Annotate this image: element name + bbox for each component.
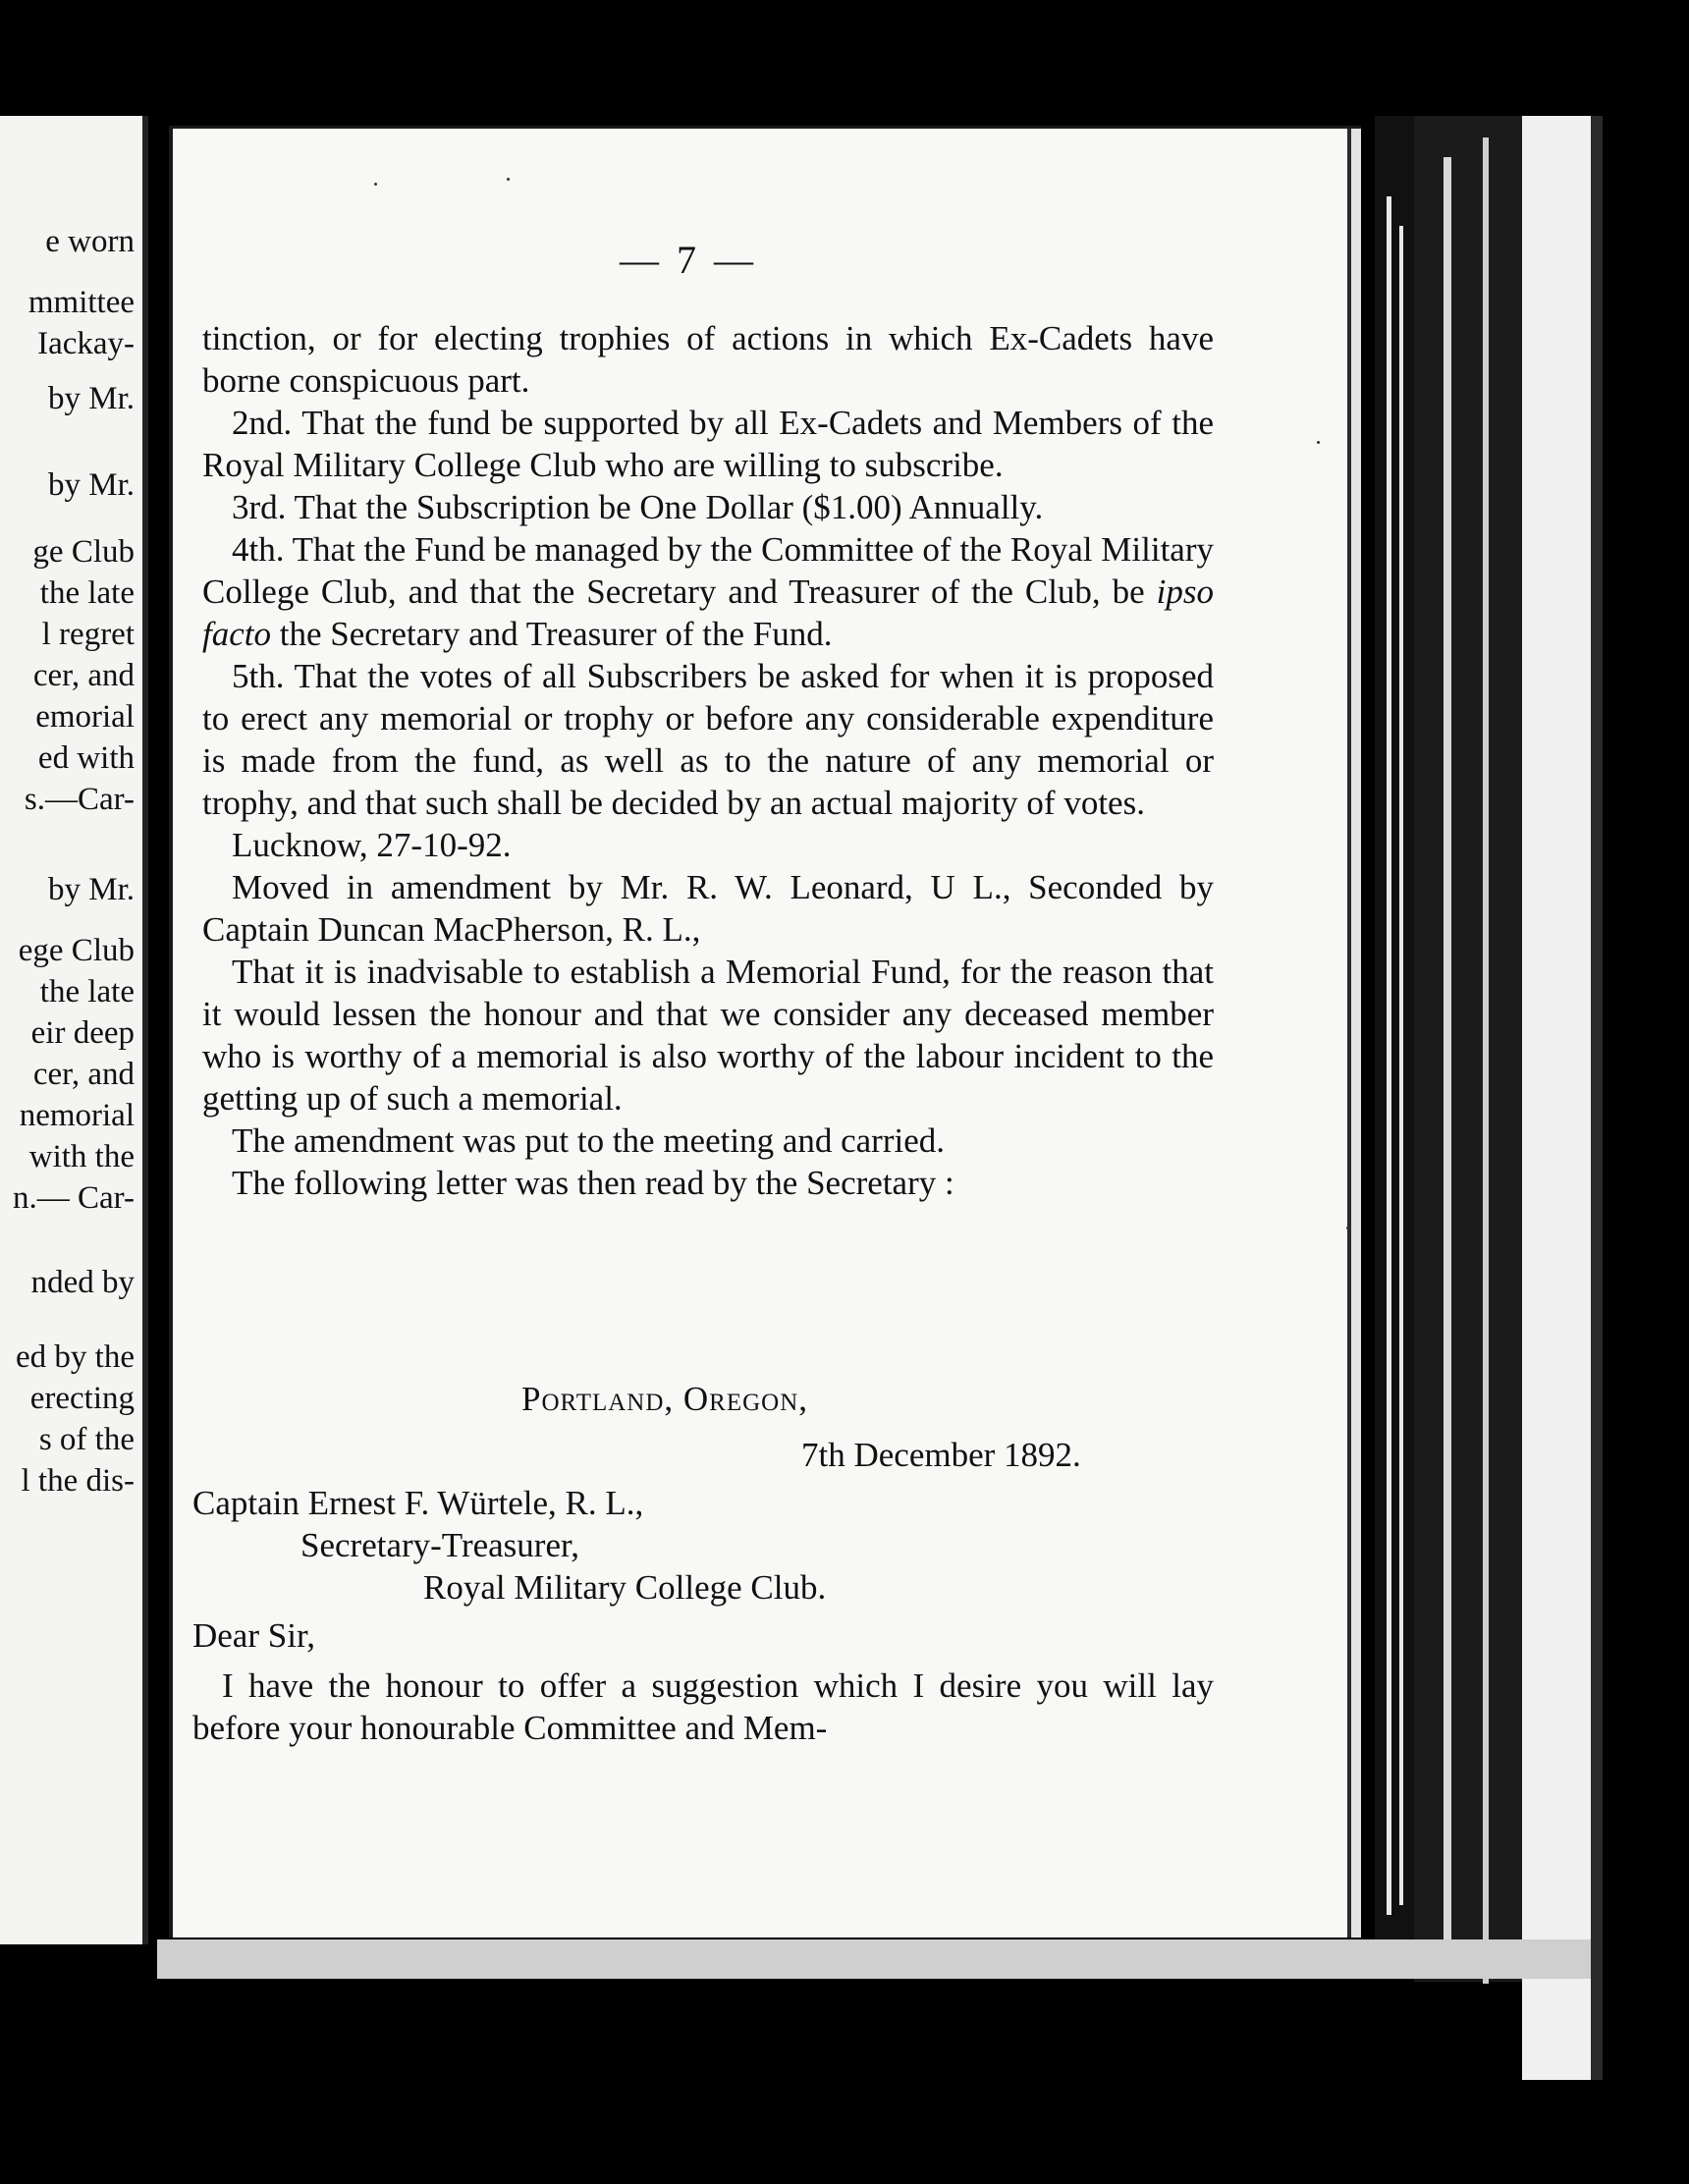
left-page-line: erecting xyxy=(29,1381,135,1416)
left-page-line: ed by the xyxy=(16,1339,135,1375)
bottom-page-edge xyxy=(157,1939,1591,1979)
body-text xyxy=(202,317,1214,1204)
book-block xyxy=(1414,116,1522,1982)
letter-addressee-org: Royal Military College Club. xyxy=(423,1568,827,1607)
left-page-line: l the dis- xyxy=(21,1463,135,1499)
ink-speck xyxy=(374,183,377,186)
left-page-line: emorial xyxy=(35,699,135,735)
ink-speck xyxy=(1317,441,1320,444)
book-cover-edge xyxy=(1522,116,1591,2080)
page-edge-strip xyxy=(1387,196,1391,1915)
left-page-line: the late xyxy=(39,575,135,611)
left-page-line: l regret xyxy=(41,617,135,652)
page-number: — 7 — xyxy=(620,238,757,282)
paragraph-4-after: the Secretary and Treasurer of the Fund. xyxy=(270,615,833,653)
left-page-line: with the xyxy=(28,1139,135,1174)
paragraph-2: 2nd. That the fund be supported by all Ex-Cadets and Members of the Royal Military College Club who are willing to subscribe. xyxy=(202,404,1214,484)
left-page-line: by Mr. xyxy=(47,381,135,416)
left-page-line: by Mr. xyxy=(47,467,135,503)
left-page-line: eir deep xyxy=(30,1015,135,1051)
left-page-line: e worn xyxy=(45,224,135,259)
paragraph-7: Moved in amendment by Mr. R. W. Leonard, U L., Seconded by Captain Duncan MacPherson, R. L., xyxy=(202,868,1214,949)
left-page-line: nemorial xyxy=(19,1098,135,1133)
ink-speck xyxy=(1346,1227,1349,1229)
left-page-line: cer, and xyxy=(32,1057,135,1092)
book-edge-shadow xyxy=(1375,116,1414,1942)
paragraph-10: The following letter was then read by the Secretary : xyxy=(232,1164,954,1202)
paragraph-4-italic: ipso facto xyxy=(202,573,1214,653)
left-page-line: nded by xyxy=(30,1265,135,1300)
left-page-line: n.— Car- xyxy=(13,1180,135,1216)
page-edge-strip xyxy=(1483,137,1489,1984)
letter-addressee-title: Secretary-Treasurer, xyxy=(300,1526,579,1564)
ink-speck xyxy=(507,178,510,181)
left-page-line: s of the xyxy=(38,1422,135,1457)
letter-date: 7th December 1892. xyxy=(801,1436,1081,1474)
paragraph-4 xyxy=(202,528,1214,655)
left-facing-page xyxy=(0,116,148,1944)
paragraph-9: The amendment was put to the meeting and carried. xyxy=(232,1121,945,1160)
letter-salutation: Dear Sir, xyxy=(192,1616,315,1655)
letter-addressee-name: Captain Ernest F. Würtele, R. L., xyxy=(192,1484,644,1522)
paragraph-6: Lucknow, 27-10-92. xyxy=(232,826,512,864)
paragraph-3: 3rd. That the Subscription be One Dollar ($1.00) Annually. xyxy=(232,488,1044,526)
left-page-line: ege Club xyxy=(18,933,135,968)
book-cover-shadow xyxy=(1591,116,1603,2080)
left-page-line: the late xyxy=(39,974,135,1010)
left-page-line: mmittee xyxy=(27,285,135,320)
letter-opening: I have the honour to offer a suggestion which I desire you will lay before your honourable Committee and Mem- xyxy=(192,1666,1214,1747)
left-page-line: cer, and xyxy=(32,658,135,693)
letter xyxy=(192,1378,1214,1749)
paragraph-4-before: 4th. That the Fund be managed by the Committee of the Royal Military College Club, and that the Secretary and Treasurer of the Club, be xyxy=(202,530,1214,611)
page-edge-strip xyxy=(1399,226,1403,1905)
paragraph-5: 5th. That the votes of all Subscribers be asked for when it is proposed to erect any memorial or trophy or before any considerable expenditure is made from the fund, as well as to the nature of any memorial or trophy, and that such shall be decided by an actual majority of votes. xyxy=(202,657,1214,822)
paragraph-8: That it is inadvisable to establish a Memorial Fund, for the reason that it would lessen the honour and that we consider any deceased member who is worthy of a memorial is also worthy of the labour incident to the getting up of such a memorial. xyxy=(202,953,1214,1118)
left-page-line: Iackay- xyxy=(37,326,135,361)
left-page-line: by Mr. xyxy=(47,872,135,907)
page-edge-strip xyxy=(1444,157,1451,1944)
paragraph-1: tinction, or for electing trophies of actions in which Ex-Cadets have borne conspicuous part. xyxy=(202,319,1214,400)
left-page-line: s.—Car- xyxy=(24,782,135,817)
left-page-line: ed with xyxy=(37,740,135,776)
letter-place: Portland, Oregon, xyxy=(521,1380,809,1418)
left-page-line: ge Club xyxy=(32,534,135,570)
main-page xyxy=(169,126,1361,1938)
